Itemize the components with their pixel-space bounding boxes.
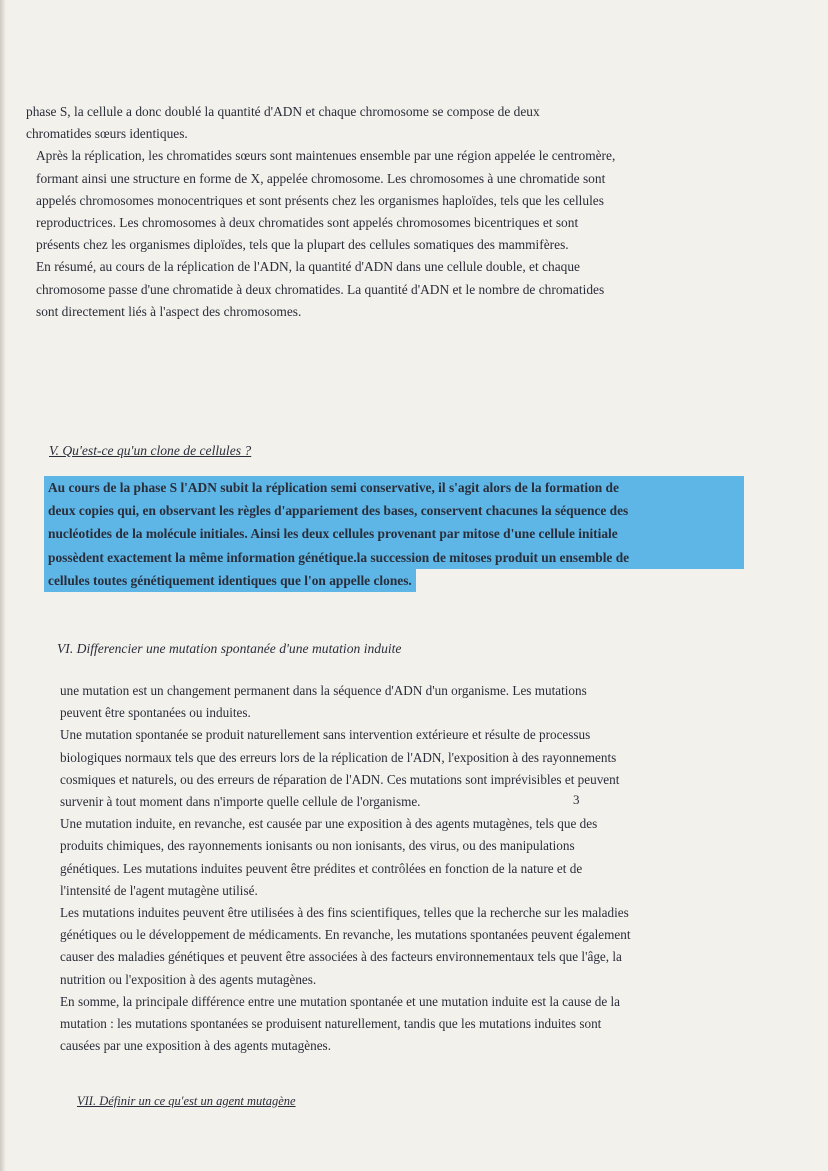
page-edge-shadow — [0, 0, 6, 1171]
text-line: En somme, la principale différence entre une mutation spontanée et une mutation induite est la cause de la — [60, 993, 621, 1009]
highlighted-line: cellules toutes génétiquement identiques que l'on appelle clones. — [44, 569, 416, 592]
text-line: survenir à tout moment dans n'importe quelle cellule de l'organisme. — [60, 794, 421, 810]
text-line: présents chez les organismes diploïdes, tels que la plupart des cellules somatiques des mammifères. — [36, 237, 569, 253]
section-vi-text — [60, 680, 800, 1057]
text-line: Une mutation induite, en revanche, est causée par une exposition à des agents mutagènes, tels que des — [60, 816, 598, 832]
text-line: biologiques normaux tels que des erreurs lors de la réplication de l'ADN, l'exposition à des rayonnements — [60, 749, 617, 765]
text-line: chromatides sœurs identiques. — [26, 126, 188, 142]
text-line: causer des maladies génétiques et peuvent être associées à des facteurs environnementaux tels que l'âge, la — [60, 949, 622, 965]
text-line: formant ainsi une structure en forme de X, appelée chromosome. Les chromosomes à une chromatide sont — [36, 170, 606, 186]
text-line: chromosome passe d'une chromatide à deux chromatides. La quantité d'ADN et le nombre de chromatides — [36, 281, 605, 297]
section-vi-heading: VI. Differencier une mutation spontanée d'une mutation induite — [57, 641, 402, 656]
text-line: nutrition ou l'exposition à des agents mutagènes. — [60, 971, 317, 987]
highlighted-line: possèdent exactement la même information génétique.la succession de mitoses produit un ensemble de — [44, 546, 744, 569]
section-v-heading: V. Qu'est-ce qu'un clone de cellules ? — [49, 443, 252, 458]
text-line: une mutation est un changement permanent dans la séquence d'ADN d'un organisme. Les mutations — [60, 683, 587, 698]
section-vii-heading: VII. Définir un ce qu'est un agent mutagène — [77, 1094, 296, 1108]
text-line: En résumé, au cours de la réplication de l'ADN, la quantité d'ADN dans une cellule double, et chaque — [36, 259, 580, 275]
highlighted-line: Au cours de la phase S l'ADN subit la réplication semi conservative, il s'agit alors de la formation de — [44, 476, 744, 499]
text-line: reproductrices. Les chromosomes à deux chromatides sont appelés chromosomes bicentriques et sont — [36, 215, 579, 231]
page-number: 3 — [573, 792, 580, 807]
text-line: génétiques ou le développement de médicaments. En revanche, les mutations spontanées peuvent également — [60, 927, 631, 943]
text-line: l'intensité de l'agent mutagène utilisé. — [60, 882, 258, 898]
highlighted-line: nucléotides de la molécule initiales. Ainsi les deux cellules provenant par mitose d'une cellule initiale — [44, 522, 744, 545]
text-line: cosmiques et naturels, ou des erreurs de réparation de l'ADN. Ces mutations sont imprévisibles et peuvent — [60, 771, 620, 787]
text-line: génétiques. Les mutations induites peuvent être prédites et contrôlées en fonction de la nature et de — [60, 860, 583, 876]
section-v-highlighted-text — [44, 476, 744, 592]
section-iv-continued-text — [26, 101, 806, 323]
text-line: causées par une exposition à des agents mutagènes. — [60, 1038, 331, 1054]
text-line: Les mutations induites peuvent être utilisées à des fins scientifiques, telles que la recherche sur les maladies — [60, 905, 629, 921]
text-line: Après la réplication, les chromatides sœurs sont maintenues ensemble par une région appelée le centromère, — [36, 148, 616, 164]
text-line: phase S, la cellule a donc doublé la quantité d'ADN et chaque chromosome se compose de deux — [26, 104, 540, 119]
text-line: sont directement liés à l'aspect des chromosomes. — [36, 303, 302, 319]
text-line: peuvent être spontanées ou induites. — [60, 705, 251, 721]
text-line: Une mutation spontanée se produit naturellement sans intervention extérieure et résulte de processus — [60, 727, 591, 743]
text-line: appelés chromosomes monocentriques et sont présents chez les organismes haploïdes, tels que les cellules — [36, 192, 604, 208]
highlighted-line: deux copies qui, en observant les règles d'appariement des bases, conservent chacunes la séquence des — [44, 499, 744, 522]
text-line: mutation : les mutations spontanées se produisent naturellement, tandis que les mutations induites sont — [60, 1016, 602, 1032]
text-line: produits chimiques, des rayonnements ionisants ou non ionisants, des virus, ou des manipulations — [60, 838, 575, 854]
